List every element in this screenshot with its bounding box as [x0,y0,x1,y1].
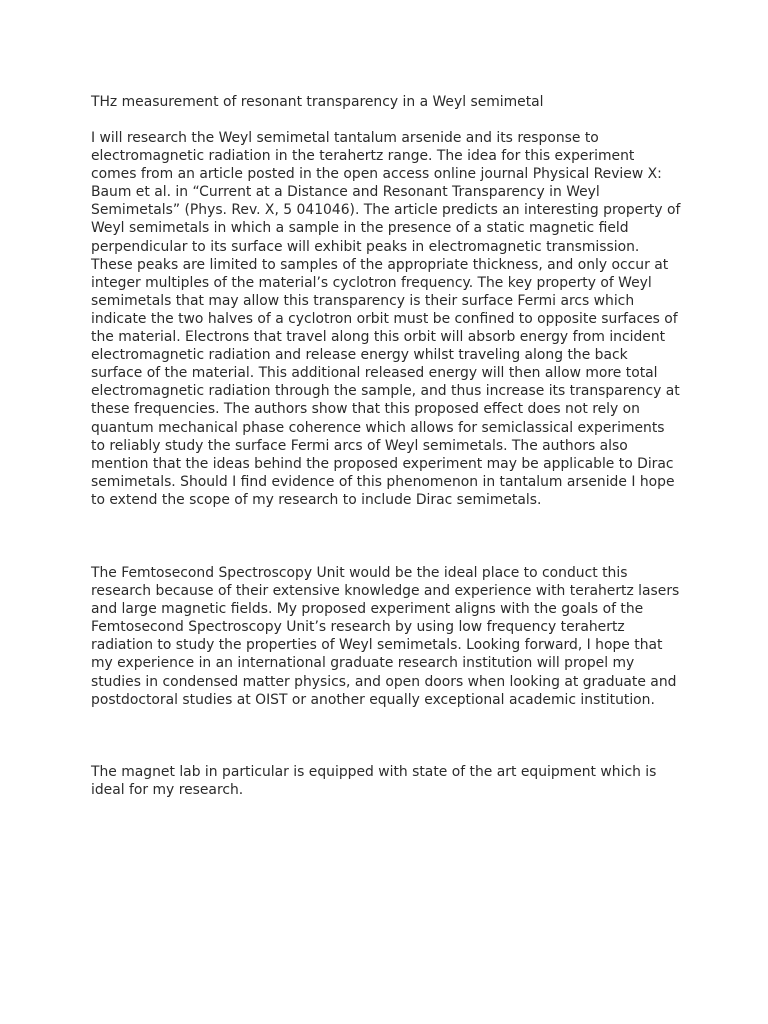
paragraph-unit-motivation: The Femtosecond Spectroscopy Unit would be the ideal place to conduct this research because of their extensive knowledge and experience with terahertz lasers and large magnetic fields. My proposed experiment aligns with the goals of the Femtosecond Spectroscopy Unit’s research by using low frequency terahertz radiation to study the properties of Weyl semimetals. Looking forward, I hope that my experience in an international graduate research institution will propel my studies in condensed matter physics, and open doors when looking at graduate and postdoctoral studies at OIST or another equally exceptional academic institution. [91,565,680,708]
paragraph-magnet-lab: The magnet lab in particular is equipped with state of the art equipment which is ideal for my research. [91,764,657,799]
document-title: THz measurement of resonant transparency in a Weyl semimetal [91,94,544,110]
paragraph-research-description: I will research the Weyl semimetal tantalum arsenide and its response to electromagnetic radiation in the terahertz range. The idea for this experiment comes from an article posted in the open access online journal Physical Review X: Baum et al. in “Current at a Distance and Resonant Transparency in Weyl Semimetals” (Phys. Rev. X, 5 041046). The article predicts an interesting property of Weyl semimetals in which a sample in the presence of a static magnetic field perpendicular to its surface will exhibit peaks in electromagnetic transmission. These peaks are limited to samples of the appropriate thickness, and only occur at integer multiples of the material’s cyclotron frequency. The key property of Weyl semimetals that may allow this transparency is their surface Fermi arcs which indicate the two halves of a cyclotron orbit must be confined to opposite surfaces of the material. Electrons that travel along this orbit will absorb energy from incident electromagnetic radiation and release energy whilst traveling along the back surface of the material. This additional released energy will then allow more total electromagnetic radiation through the sample, and thus increase its transparency at these frequencies. The authors show that this proposed effect does not rely on quantum mechanical phase coherence which allows for semiclassical experiments to reliably study the surface Fermi arcs of Weyl semimetals. The authors also mention that the ideas behind the proposed experiment may be applicable to Dirac semimetals. Should I find evidence of this phenomenon in tantalum arsenide I hope to extend the scope of my research to include Dirac semimetals. [91,130,681,508]
